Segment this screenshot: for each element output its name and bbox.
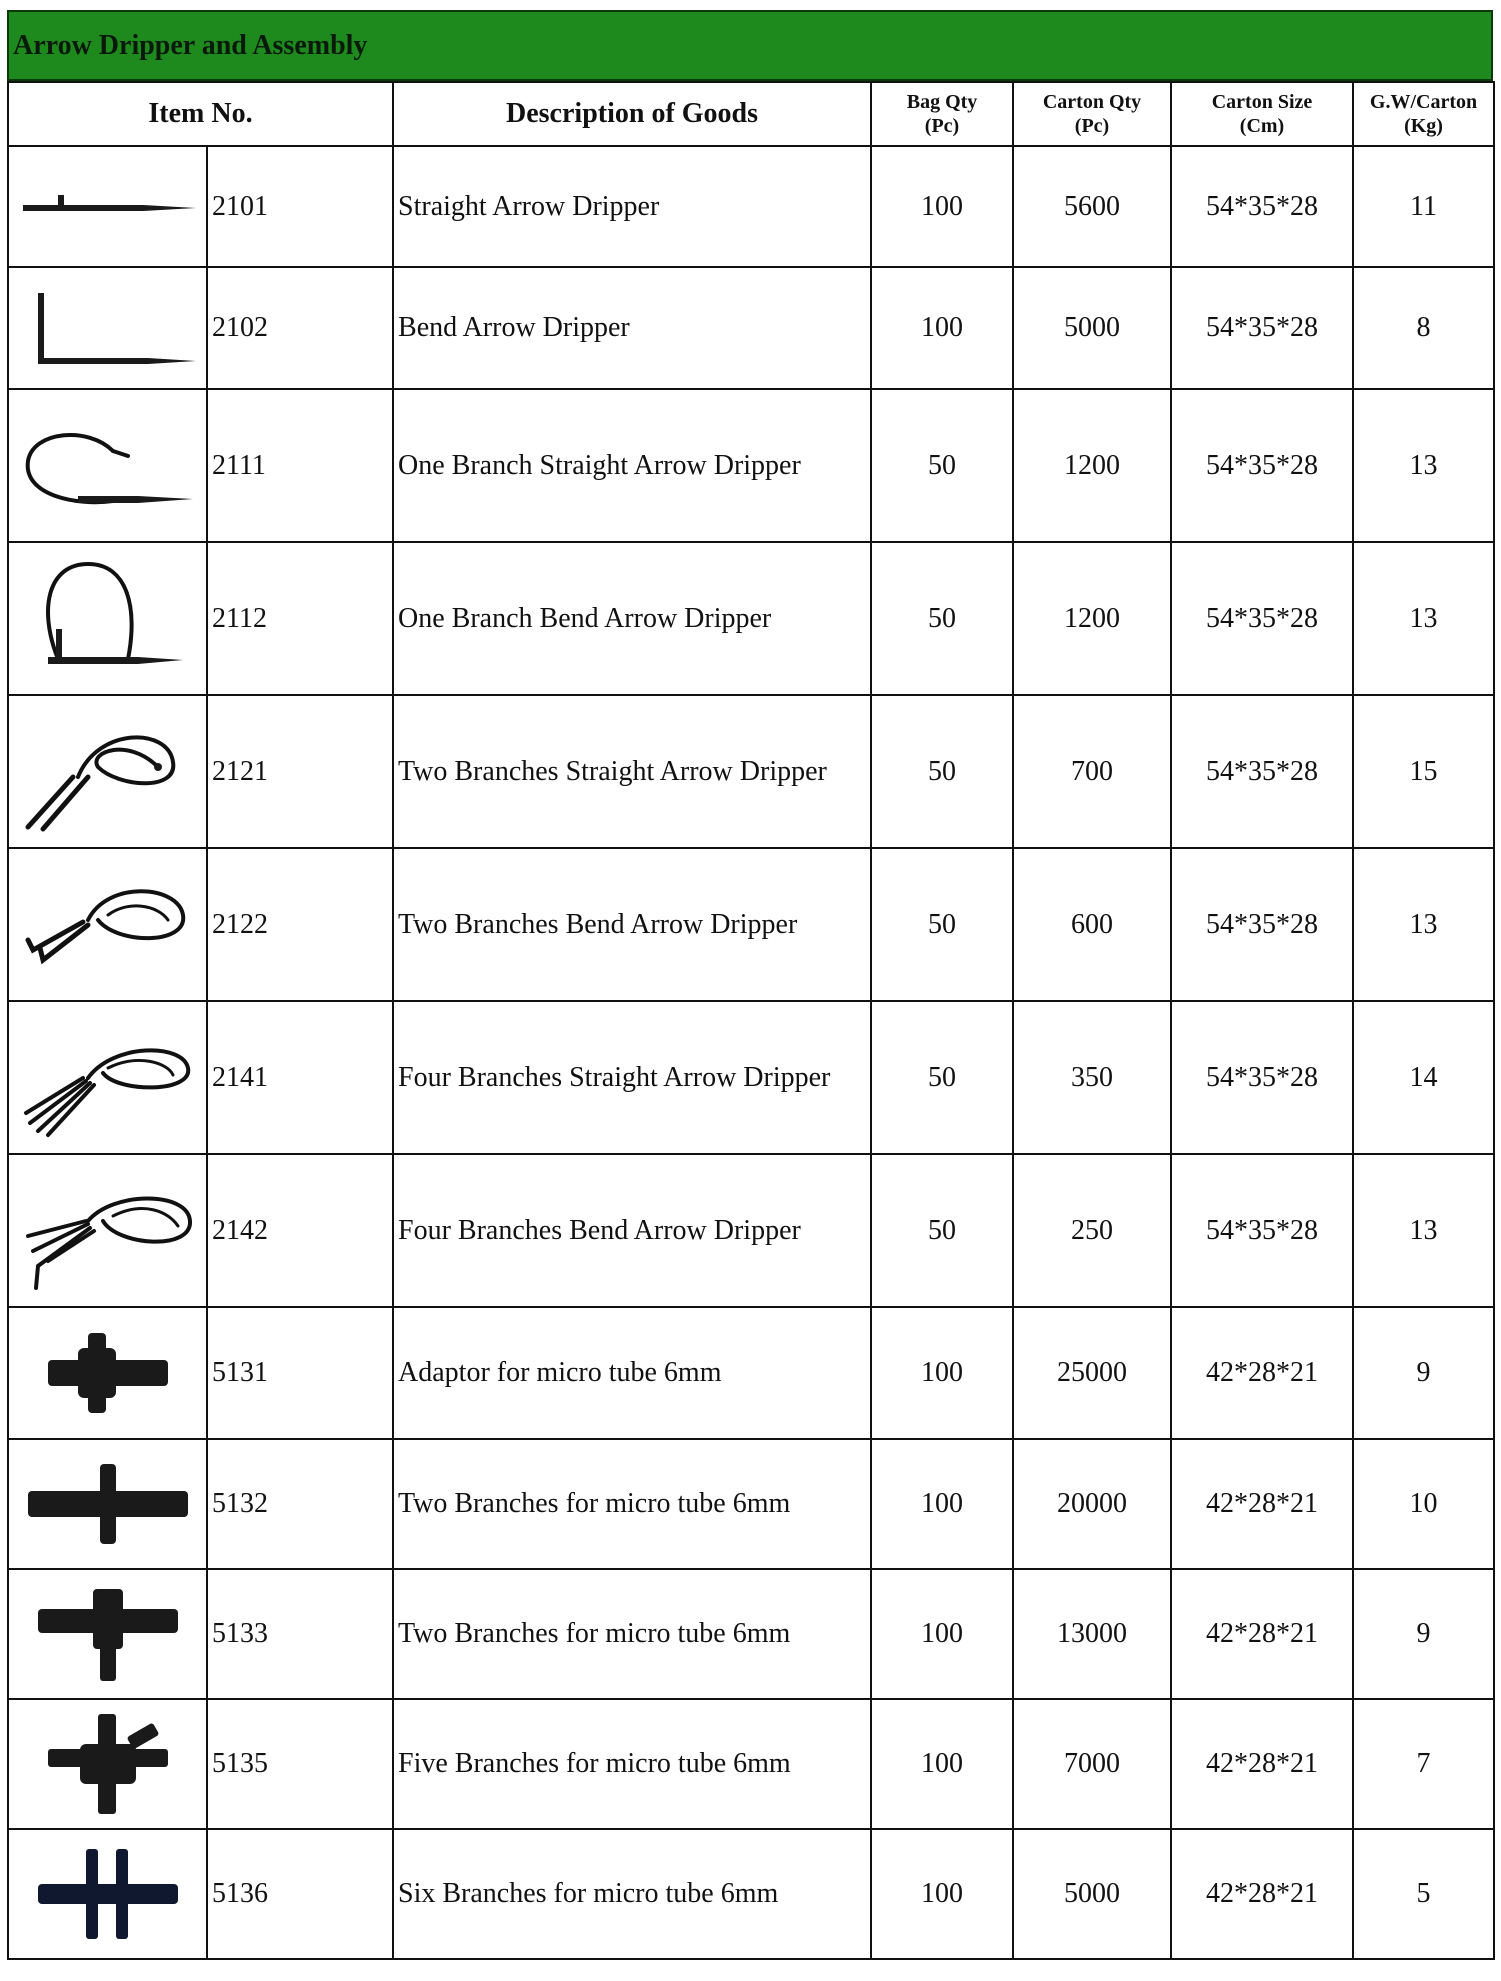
carton-qty: 1200 [1013, 542, 1171, 695]
product-image [8, 267, 207, 389]
carton-size: 54*35*28 [1171, 848, 1353, 1001]
straight-arrow-dripper-photo [9, 177, 206, 237]
header-row [8, 82, 1494, 146]
carton-size: 54*35*28 [1171, 695, 1353, 848]
gross-weight: 7 [1353, 1699, 1494, 1829]
gross-weight: 13 [1353, 848, 1494, 1001]
table-row [8, 1307, 1494, 1439]
bag-qty: 50 [871, 1001, 1013, 1154]
header-gw-line2: (Kg) [1404, 115, 1443, 137]
header-description: Description of Goods [393, 82, 871, 146]
item-description: Straight Arrow Dripper [393, 146, 871, 267]
item-description: Bend Arrow Dripper [393, 267, 871, 389]
header-gw-line1: G.W/Carton [1369, 91, 1478, 113]
bag-qty: 50 [871, 848, 1013, 1001]
product-image [8, 1829, 207, 1959]
adaptor-connector-photo [9, 1318, 206, 1428]
bag-qty: 50 [871, 695, 1013, 848]
item-code: 5133 [207, 1569, 393, 1699]
product-image [8, 695, 207, 848]
item-description: One Branch Straight Arrow Dripper [393, 389, 871, 542]
six-way-connector-photo [9, 1839, 206, 1949]
bag-qty: 100 [871, 267, 1013, 389]
table-row [8, 1699, 1494, 1829]
item-description: Adaptor for micro tube 6mm [393, 1307, 871, 1439]
gross-weight: 13 [1353, 1154, 1494, 1307]
one-branch-straight-dripper-photo [9, 406, 206, 526]
carton-qty: 1200 [1013, 389, 1171, 542]
carton-qty: 13000 [1013, 1569, 1171, 1699]
item-code: 2111 [207, 389, 393, 542]
carton-qty: 5000 [1013, 267, 1171, 389]
carton-size: 54*35*28 [1171, 267, 1353, 389]
item-description: Four Branches Straight Arrow Dripper [393, 1001, 871, 1154]
carton-qty: 350 [1013, 1001, 1171, 1154]
item-code: 2141 [207, 1001, 393, 1154]
carton-qty: 5600 [1013, 146, 1171, 267]
carton-size: 42*28*21 [1171, 1829, 1353, 1959]
header-carton-size-line2: (Cm) [1239, 115, 1285, 137]
table-row [8, 1001, 1494, 1154]
bag-qty: 100 [871, 1699, 1013, 1829]
item-code: 2142 [207, 1154, 393, 1307]
carton-size: 42*28*21 [1171, 1699, 1353, 1829]
straight-connector-photo [9, 1449, 206, 1559]
product-image [8, 146, 207, 267]
item-code: 2101 [207, 146, 393, 267]
item-description: Six Branches for micro tube 6mm [393, 1829, 871, 1959]
gross-weight: 9 [1353, 1307, 1494, 1439]
item-code: 5136 [207, 1829, 393, 1959]
product-image [8, 1699, 207, 1829]
product-image [8, 389, 207, 542]
table-row [8, 267, 1494, 389]
bag-qty: 100 [871, 1569, 1013, 1699]
item-description: Five Branches for micro tube 6mm [393, 1699, 871, 1829]
product-image [8, 542, 207, 695]
carton-qty: 5000 [1013, 1829, 1171, 1959]
two-branches-bend-dripper-photo [9, 860, 206, 990]
item-code: 5131 [207, 1307, 393, 1439]
item-description: Two Branches Straight Arrow Dripper [393, 695, 871, 848]
title-bar [7, 10, 1493, 81]
gross-weight: 5 [1353, 1829, 1494, 1959]
carton-qty: 250 [1013, 1154, 1171, 1307]
bag-qty: 50 [871, 542, 1013, 695]
table-row [8, 1439, 1494, 1569]
gross-weight: 14 [1353, 1001, 1494, 1154]
item-code: 2112 [207, 542, 393, 695]
carton-size: 54*35*28 [1171, 146, 1353, 267]
header-bag-qty [871, 82, 1013, 146]
header-item-no: Item No. [8, 82, 393, 146]
gross-weight: 8 [1353, 267, 1494, 389]
carton-size: 42*28*21 [1171, 1439, 1353, 1569]
product-image [8, 1439, 207, 1569]
bag-qty: 50 [871, 389, 1013, 542]
one-branch-bend-dripper-photo [9, 549, 206, 689]
table-row [8, 848, 1494, 1001]
carton-qty: 25000 [1013, 1307, 1171, 1439]
bend-arrow-dripper-photo [9, 278, 206, 378]
gross-weight: 13 [1353, 542, 1494, 695]
product-image [8, 1307, 207, 1439]
item-description: Two Branches Bend Arrow Dripper [393, 848, 871, 1001]
item-description: Two Branches for micro tube 6mm [393, 1439, 871, 1569]
product-sheet [7, 10, 1493, 1960]
product-image [8, 848, 207, 1001]
four-branches-bend-dripper-photo [9, 1166, 206, 1296]
bag-qty: 50 [871, 1154, 1013, 1307]
table-row [8, 542, 1494, 695]
table-row [8, 1829, 1494, 1959]
gross-weight: 15 [1353, 695, 1494, 848]
carton-qty: 600 [1013, 848, 1171, 1001]
header-carton-size [1171, 82, 1353, 146]
carton-size: 54*35*28 [1171, 389, 1353, 542]
bag-qty: 100 [871, 1439, 1013, 1569]
carton-size: 54*35*28 [1171, 542, 1353, 695]
bag-qty: 100 [871, 1307, 1013, 1439]
header-gw [1353, 82, 1494, 146]
carton-size: 42*28*21 [1171, 1307, 1353, 1439]
product-image [8, 1154, 207, 1307]
four-branches-straight-dripper-photo [9, 1013, 206, 1143]
carton-size: 54*35*28 [1171, 1154, 1353, 1307]
header-bag-qty-line2: (Pc) [924, 115, 960, 137]
table-row [8, 1569, 1494, 1699]
gross-weight: 13 [1353, 389, 1494, 542]
table-row [8, 1154, 1494, 1307]
bag-qty: 100 [871, 1829, 1013, 1959]
item-code: 5132 [207, 1439, 393, 1569]
item-code: 2121 [207, 695, 393, 848]
table-row [8, 146, 1494, 267]
bag-qty: 100 [871, 146, 1013, 267]
gross-weight: 11 [1353, 146, 1494, 267]
header-bag-qty-line1: Bag Qty [906, 91, 978, 113]
table-row [8, 695, 1494, 848]
carton-size: 54*35*28 [1171, 1001, 1353, 1154]
product-image [8, 1569, 207, 1699]
header-carton-size-line1: Carton Size [1211, 91, 1313, 113]
item-code: 5135 [207, 1699, 393, 1829]
carton-qty: 20000 [1013, 1439, 1171, 1569]
header-carton-qty [1013, 82, 1171, 146]
sheet-title: Arrow Dripper and Assembly [13, 29, 368, 61]
product-table [7, 81, 1495, 1960]
gross-weight: 9 [1353, 1569, 1494, 1699]
product-image [8, 1001, 207, 1154]
carton-size: 42*28*21 [1171, 1569, 1353, 1699]
tee-connector-photo [9, 1579, 206, 1689]
item-description: One Branch Bend Arrow Dripper [393, 542, 871, 695]
carton-qty: 7000 [1013, 1699, 1171, 1829]
header-carton-qty-line1: Carton Qty [1042, 91, 1142, 113]
five-way-connector-photo [9, 1709, 206, 1819]
table-row [8, 389, 1494, 542]
item-description: Two Branches for micro tube 6mm [393, 1569, 871, 1699]
item-code: 2102 [207, 267, 393, 389]
two-branches-straight-dripper-photo [9, 707, 206, 837]
item-code: 2122 [207, 848, 393, 1001]
carton-qty: 700 [1013, 695, 1171, 848]
item-description: Four Branches Bend Arrow Dripper [393, 1154, 871, 1307]
header-carton-qty-line2: (Pc) [1074, 115, 1110, 137]
gross-weight: 10 [1353, 1439, 1494, 1569]
